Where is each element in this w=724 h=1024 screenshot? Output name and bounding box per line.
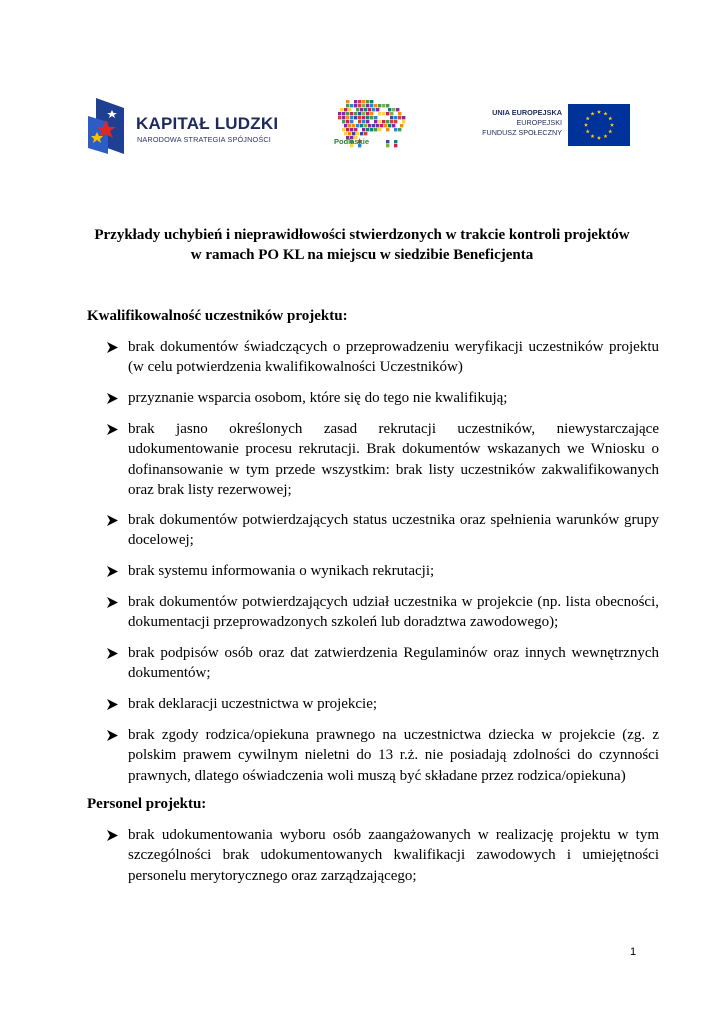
arrow-bullet-icon: [107, 342, 118, 353]
arrow-bullet-icon: [107, 730, 118, 741]
list-item-text: brak dokumentów potwierdzających udział uczestnika w projekcie (np. lista obecności, dokumentacji przeprowadzonych szkoleń lub doradztwa zawodowego);: [128, 594, 659, 631]
document-title: [80, 225, 644, 265]
document-title-line1: Przykłady uchybień i nieprawidłowości stwierdzonych w trakcie kontroli projektów: [94, 227, 630, 243]
list-item-text: brak podpisów osób oraz dat zatwierdzenia Regulaminów oraz innych wewnętrznych dokumentów;: [128, 645, 659, 682]
arrow-bullet-icon: [107, 393, 118, 404]
list-item-text: brak deklaracji uczestnictwa w projekcie;: [128, 696, 378, 712]
list-item-text: brak jasno określonych zasad rekrutacji uczestników, niewystarczające udokumentowanie procesu rekrutacji. Brak dokumentów wskazanych we Wniosku o dofinansowanie w tym przede wszystkim: brak listy uczestników zakwalifikowanych oraz brak listy rezerwowej;: [128, 421, 659, 498]
arrow-bullet-icon: [107, 648, 118, 659]
arrow-bullet-icon: [107, 699, 118, 710]
eu-line2: EUROPEJSKI: [516, 118, 562, 127]
arrow-bullet-icon: [107, 597, 118, 608]
list-item: [107, 561, 659, 581]
list-item-text: przyznanie wsparcia osobom, które się do tego nie kwalifikują;: [128, 390, 508, 406]
list-item: [107, 419, 659, 500]
list-item-text: brak zgody rodzica/opiekuna prawnego na uczestnictwa dziecka w projekcie (zg. z polskim prawem cywilnym nieletni do 13 r.ż. nie posiadają zdolności do czynności prawnych, dlatego oświadczenia woli muszą być składane przez rodzica/opiekuna): [128, 727, 659, 784]
list-item: [107, 825, 659, 886]
document-title-line2: w ramach PO KL na miejscu w siedzibie Beneficjenta: [190, 247, 534, 263]
kapital-ludzki-subtitle: NARODOWA STRATEGIA SPÓJNOŚCI: [137, 135, 271, 144]
list-item-text: brak udokumentowania wyboru osób zaangażowanych w realizację projektu w tym szczególności brak udokumentowanych kwalifikacji zawodowych i umiejętności personelu merytorycznego oraz zarządzającego;: [128, 827, 659, 884]
list-item: [107, 592, 659, 633]
eu-line1: UNIA EUROPEJSKA: [492, 108, 562, 117]
arrow-bullet-icon: [107, 424, 118, 435]
arrow-bullet-icon: [107, 566, 118, 577]
kapital-ludzki-emblem-icon: [88, 98, 124, 154]
list-item: [107, 694, 659, 714]
kapital-ludzki-title: KAPITAŁ LUDZKI: [136, 114, 279, 133]
kapital-ludzki-logo: [88, 96, 288, 156]
podlaskie-label: Podlaskie: [334, 137, 370, 146]
eu-logo: [480, 104, 630, 148]
list-item-text: brak systemu informowania o wynikach rekrutacji;: [128, 563, 435, 579]
list-item-text: brak dokumentów potwierdzających status uczestnika oraz spełnienia warunków grupy docelowej;: [128, 512, 659, 549]
eu-line3: FUNDUSZ SPOŁECZNY: [482, 128, 562, 137]
arrow-bullet-icon: [107, 515, 118, 526]
list-item: [107, 725, 659, 786]
list-item: [107, 337, 659, 378]
list-item-text: brak dokumentów świadczących o przeprowadzeniu weryfikacji uczestników projektu (w celu potwierdzenia kwalifikowalności Uczestników): [128, 339, 659, 376]
eu-flag-icon: [568, 104, 630, 146]
eu-text: [482, 108, 562, 138]
page-number: 1: [630, 946, 637, 958]
section-heading-personnel: Personel projektu:: [87, 796, 207, 812]
section-heading-eligibility: Kwalifikowalność uczestników projektu:: [87, 308, 348, 324]
list-item: [107, 643, 659, 684]
list-item: [107, 510, 659, 551]
list-item: [107, 388, 659, 408]
header-logos: [88, 96, 636, 156]
arrow-bullet-icon: [107, 830, 118, 841]
